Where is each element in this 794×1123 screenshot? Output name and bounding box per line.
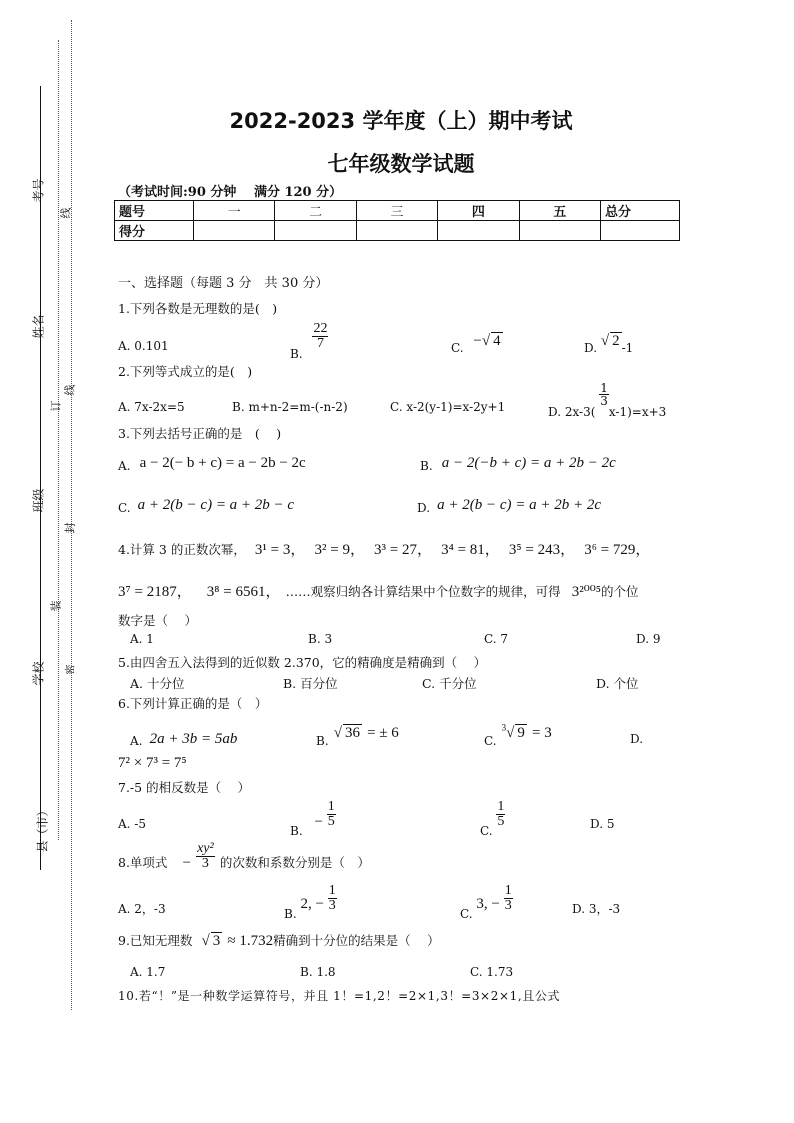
binding-mark: 密: [65, 664, 77, 675]
q7-option-b-prefix: B.: [290, 824, 303, 838]
q8-monomial-fraction: [196, 842, 215, 871]
q6-option-b-radicand: 36: [344, 725, 360, 741]
q6-option-c: [484, 722, 552, 748]
q1-option-c-radical-sign: √: [481, 333, 491, 349]
question-9-stem: [118, 930, 440, 950]
sidebar-label-class: 班级: [31, 488, 46, 513]
score-table-header: 二: [275, 201, 356, 221]
page-title: 2022-2023 学年度（上）期中考试: [229, 109, 573, 133]
q9-option-c: C. 1.73: [470, 965, 514, 979]
q8-option-b-numerator: 1: [328, 883, 336, 898]
score-cell[interactable]: [438, 221, 519, 241]
q1-option-c: [451, 332, 503, 355]
q7-option-a: A. -5: [118, 817, 146, 831]
binding-mark: 线: [59, 207, 73, 219]
question-8-stem: [118, 842, 370, 871]
q2-option-d-post: x-1)=x+3: [608, 405, 667, 419]
q2-option-d: [548, 381, 667, 419]
q4-line2-tail: 的个位: [600, 584, 639, 599]
q4-option-b: B. 3: [308, 632, 333, 646]
binding-line: [40, 86, 41, 870]
q7-option-b: [290, 799, 336, 838]
q1-option-b: [290, 321, 328, 361]
sidebar-label-name: 姓名: [31, 314, 46, 339]
q7-option-c-denominator: 5: [497, 814, 505, 829]
q4-power: 3⁷ = 2187，: [118, 584, 192, 600]
q8-option-c: [460, 883, 513, 921]
score-cell[interactable]: [194, 221, 275, 241]
q1-option-d: [584, 332, 634, 355]
q3-option-c-prefix: C.: [118, 501, 131, 515]
question-10-stem: 10.若“！”是一种数学运算符号，并且 1！=1,2！=2×1,3！=3×2×1,且公式: [118, 989, 561, 1003]
score-table-header: 题号: [115, 201, 194, 221]
q8-option-b-denominator: 3: [328, 898, 336, 913]
q3-option-d-expression: a + 2(b − c) = a + 2b + 2c: [437, 497, 602, 513]
question-3-stem: 3.下列去括号正确的是 ( ): [118, 426, 282, 441]
q8-stem-pre: 8.单项式: [118, 855, 168, 870]
question-4-line-1: [118, 538, 650, 559]
q9-radical-sign: √: [201, 933, 210, 949]
q6-option-a-prefix: A.: [130, 734, 143, 748]
q2-option-d-fraction: [599, 382, 609, 407]
score-table-header: 五: [519, 201, 600, 221]
binding-mark: 装: [49, 600, 63, 612]
q5-option-b: B. 百分位: [283, 676, 338, 691]
score-table-header: 总分: [601, 201, 680, 221]
q2-option-b: B. m+n-2=m-(-n-2): [232, 400, 348, 414]
q9-stem-pre: 9.已知无理数: [118, 933, 193, 948]
q6-option-d-prefix: D.: [630, 732, 644, 746]
q3-option-b-prefix: B.: [420, 459, 433, 473]
score-row-label: 得分: [115, 221, 194, 241]
q6-option-c-index: 3: [501, 722, 507, 733]
q8-option-c-value: 3, −: [476, 896, 500, 912]
q9-approximation: ≈ 1.732: [227, 933, 274, 949]
score-cell[interactable]: [601, 221, 680, 241]
question-2-stem: 2.下列等式成立的是( ): [118, 364, 253, 379]
q8-monomial-denominator: 3: [201, 856, 209, 871]
q8-option-d: D. 3，-3: [572, 902, 621, 916]
q6-option-b: [316, 722, 399, 748]
question-7-stem: 7.-5 的相反数是（ ）: [118, 780, 251, 795]
question-6-stem: 6.下列计算正确的是（ ）: [118, 696, 268, 711]
sidebar-label-county: 县（市）: [35, 804, 50, 853]
q1-option-d-prefix: D.: [584, 341, 598, 355]
question-5-stem: 5.由四舍五入法得到的近似数 2.370，它的精确度是精确到（ ）: [118, 655, 487, 670]
q1-option-d-tail: -1: [621, 341, 634, 355]
q7-option-b-numerator: 1: [327, 799, 335, 814]
q3-option-a-prefix: A.: [118, 459, 131, 473]
q4-big-power: 3²⁰⁰⁵: [571, 584, 601, 600]
sidebar-label-school: 学校: [31, 661, 46, 686]
q2-option-c: C. x-2(y-1)=x-2y+1: [390, 400, 506, 414]
q7-option-c: [480, 799, 505, 838]
q7-option-d: D. 5: [590, 817, 615, 831]
question-4-line-2: [118, 580, 638, 601]
q9-option-a: A. 1.7: [130, 965, 166, 979]
q9-radicand: 3: [212, 933, 221, 949]
q6-option-c-tail: = 3: [532, 725, 552, 741]
q3-option-d-prefix: D.: [417, 501, 431, 515]
q1-option-b-numerator: 22: [313, 321, 328, 336]
q4-option-c: C. 7: [484, 632, 509, 646]
q9-stem-post: 精确到十分位的结果是（ ）: [273, 933, 440, 948]
q4-power: 3³ = 27，: [374, 542, 433, 558]
q1-option-d-radicand: 2: [612, 333, 620, 349]
score-table-header-row: [115, 201, 680, 221]
q6-option-c-radical-sign: √: [506, 725, 515, 741]
q8-option-c-fraction: [504, 884, 513, 913]
q2-option-a: A. 7x-2x=5: [118, 400, 185, 414]
q6-option-a: [130, 728, 237, 748]
q7-option-b-minus: −: [314, 814, 323, 830]
q3-option-d: [417, 494, 601, 514]
q8-option-c-numerator: 1: [504, 883, 512, 898]
q1-option-a: A. 0.101: [118, 339, 169, 353]
q1-option-b-denominator: 7: [316, 336, 324, 351]
q3-option-b-expression: a − 2(−b + c) = a + 2b − 2c: [441, 455, 616, 471]
score-table-header: 一: [194, 201, 275, 221]
q3-option-b: [420, 452, 616, 472]
q6-option-a-expression: 2a + 3b = 5ab: [149, 731, 238, 747]
sidebar-label-exam-number: 考号: [31, 178, 46, 203]
question-4-line-3: 数字是（ ）: [118, 613, 197, 628]
q5-option-d: D. 个位: [596, 676, 639, 691]
q6-option-c-prefix: C.: [484, 734, 497, 748]
q8-monomial-minus: −: [182, 855, 191, 871]
page-subtitle: 七年级数学试题: [327, 152, 475, 176]
q1-option-c-minus: −: [473, 333, 482, 349]
q4-option-d: D. 9: [636, 632, 661, 646]
q2-option-d-denominator: 3: [600, 394, 608, 408]
q7-option-c-numerator: 1: [497, 799, 505, 814]
exam-info: （考试时间:90 分钟 满分 120 分）: [118, 185, 343, 200]
q1-option-c-prefix: C.: [451, 341, 464, 355]
q4-observation-text: ……观察归纳各计算结果中个位数字的规律，可得: [285, 584, 561, 599]
binding-mark: 封: [63, 522, 77, 534]
q4-power: 3⁴ = 81，: [441, 542, 500, 558]
q8-stem-post: 的次数和系数分别是（ ）: [219, 855, 370, 870]
q4-option-a: A. 1: [130, 632, 154, 646]
q1-option-b-fraction: [312, 322, 328, 351]
score-table-header: 三: [356, 201, 437, 221]
q7-option-c-prefix: C.: [480, 824, 493, 838]
q8-option-c-denominator: 3: [504, 898, 512, 913]
q7-option-b-denominator: 5: [327, 814, 335, 829]
q8-option-c-prefix: C.: [460, 907, 473, 921]
score-cell[interactable]: [275, 221, 356, 241]
q4-power: 3² = 9，: [314, 542, 365, 558]
score-table-header: 四: [438, 201, 519, 221]
q5-option-a: A. 十分位: [130, 676, 185, 691]
q4-power: 3⁵ = 243，: [508, 542, 576, 558]
q4-power: 3⁸ = 6561，: [206, 584, 281, 600]
q4-power: 3¹ = 3，: [254, 542, 306, 558]
q7-option-c-fraction: [496, 800, 505, 829]
binding-mark: 订: [49, 400, 63, 412]
question-1-stem: 1.下列各数是无理数的是( ): [118, 301, 278, 316]
score-cell[interactable]: [519, 221, 600, 241]
q1-option-c-radicand: 4: [493, 333, 501, 349]
q7-option-b-fraction: [327, 800, 336, 829]
q1-option-b-prefix: B.: [290, 347, 303, 361]
q6-option-c-radicand: 9: [517, 725, 525, 741]
score-table-row: [115, 221, 680, 241]
q8-option-b-prefix: B.: [284, 907, 297, 921]
q6-option-d-expression: 7² × 7³ = 7⁵: [118, 755, 187, 771]
q6-option-b-prefix: B.: [316, 734, 329, 748]
section-heading: 一、选择题（每题 3 分 共 30 分）: [118, 276, 329, 291]
q9-option-b: B. 1.8: [300, 965, 336, 979]
q4-power: 3⁶ = 729，: [584, 542, 651, 558]
q4-stem-pre: 4.计算 3 的正数次幂，: [118, 542, 246, 557]
q3-option-a: [118, 452, 306, 472]
score-table: [114, 200, 680, 241]
q2-option-d-pre: D. 2x-3(: [548, 405, 596, 419]
q5-option-c: C. 千分位: [422, 676, 477, 691]
q6-option-b-radical-sign: √: [333, 725, 342, 741]
q2-option-d-numerator: 1: [600, 381, 608, 395]
q3-option-c-expression: a + 2(b − c) = a + 2b − c: [137, 497, 295, 513]
q8-option-b-value: 2, −: [300, 896, 324, 912]
score-cell[interactable]: [356, 221, 437, 241]
q1-option-d-radical-sign: √: [600, 333, 610, 349]
binding-mark: 线: [63, 384, 77, 396]
q8-option-b: [284, 883, 337, 921]
q8-option-a: A. 2，-3: [118, 902, 166, 916]
q3-option-a-expression: a − 2(− b + c) = a − 2b − 2c: [139, 455, 306, 471]
q6-option-b-tail: = ± 6: [367, 725, 399, 741]
q8-option-b-fraction: [328, 884, 337, 913]
q8-monomial-numerator: xy²: [197, 841, 214, 856]
q3-option-c: [118, 494, 294, 514]
